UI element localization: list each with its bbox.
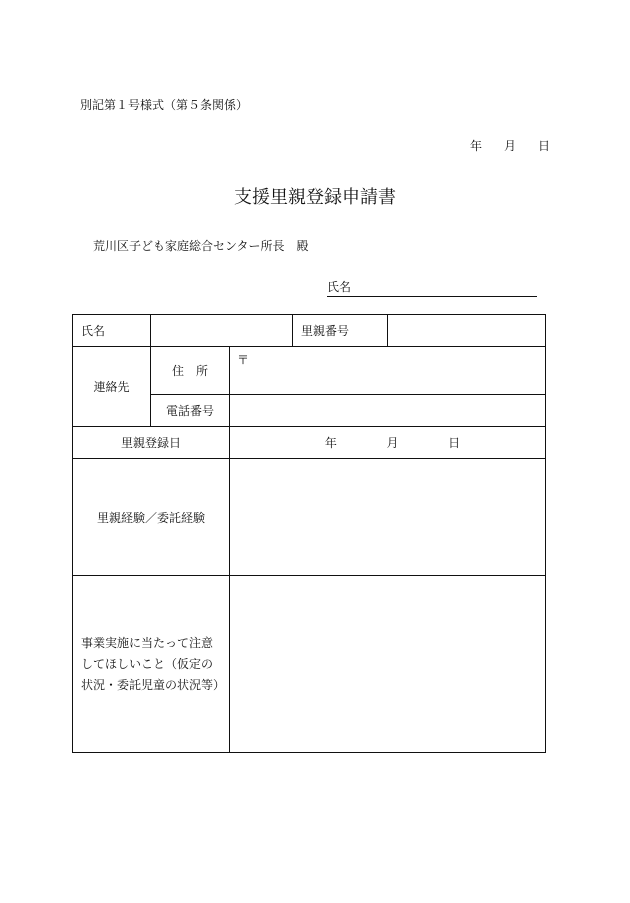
notes-field[interactable] xyxy=(230,576,546,753)
reg-year-label: 年 xyxy=(324,436,337,450)
experience-label: 里親経験／委託経験 xyxy=(73,459,230,576)
name-field[interactable] xyxy=(151,315,293,347)
phone-label: 電話番号 xyxy=(151,395,230,427)
table-row xyxy=(73,347,546,395)
postal-mark: 〒 xyxy=(237,353,250,367)
address-label: 住 所 xyxy=(151,347,230,395)
contact-label: 連絡先 xyxy=(73,347,151,427)
foster-number-label: 里親番号 xyxy=(293,315,388,347)
registration-date-label: 里親登録日 xyxy=(73,427,230,459)
table-row xyxy=(73,576,546,753)
reg-month-label: 月 xyxy=(386,436,399,450)
signature-line xyxy=(327,278,537,297)
application-form-table xyxy=(72,314,546,753)
year-label: 年 xyxy=(470,139,483,153)
foster-number-field[interactable] xyxy=(388,315,546,347)
table-row xyxy=(73,459,546,576)
address-field[interactable] xyxy=(230,347,546,395)
name-label: 氏名 xyxy=(73,315,151,347)
phone-field[interactable] xyxy=(230,395,546,427)
table-row xyxy=(73,315,546,347)
day-label: 日 xyxy=(537,139,550,153)
addressee: 荒川区子ども家庭総合センター所長 殿 xyxy=(93,239,309,253)
reg-day-label: 日 xyxy=(448,436,461,450)
table-row xyxy=(73,427,546,459)
page-title: 支援里親登録申請書 xyxy=(234,187,396,208)
application-date xyxy=(470,137,550,154)
month-label: 月 xyxy=(503,139,516,153)
notes-label: 事業実施に当たって注意してほしいこと（仮定の状況・委託児童の状況等） xyxy=(73,576,230,753)
registration-date-field[interactable] xyxy=(230,427,546,459)
signature-label: 氏名 xyxy=(327,280,352,294)
form-reference: 別記第１号様式（第５条関係） xyxy=(80,98,249,112)
experience-field[interactable] xyxy=(230,459,546,576)
